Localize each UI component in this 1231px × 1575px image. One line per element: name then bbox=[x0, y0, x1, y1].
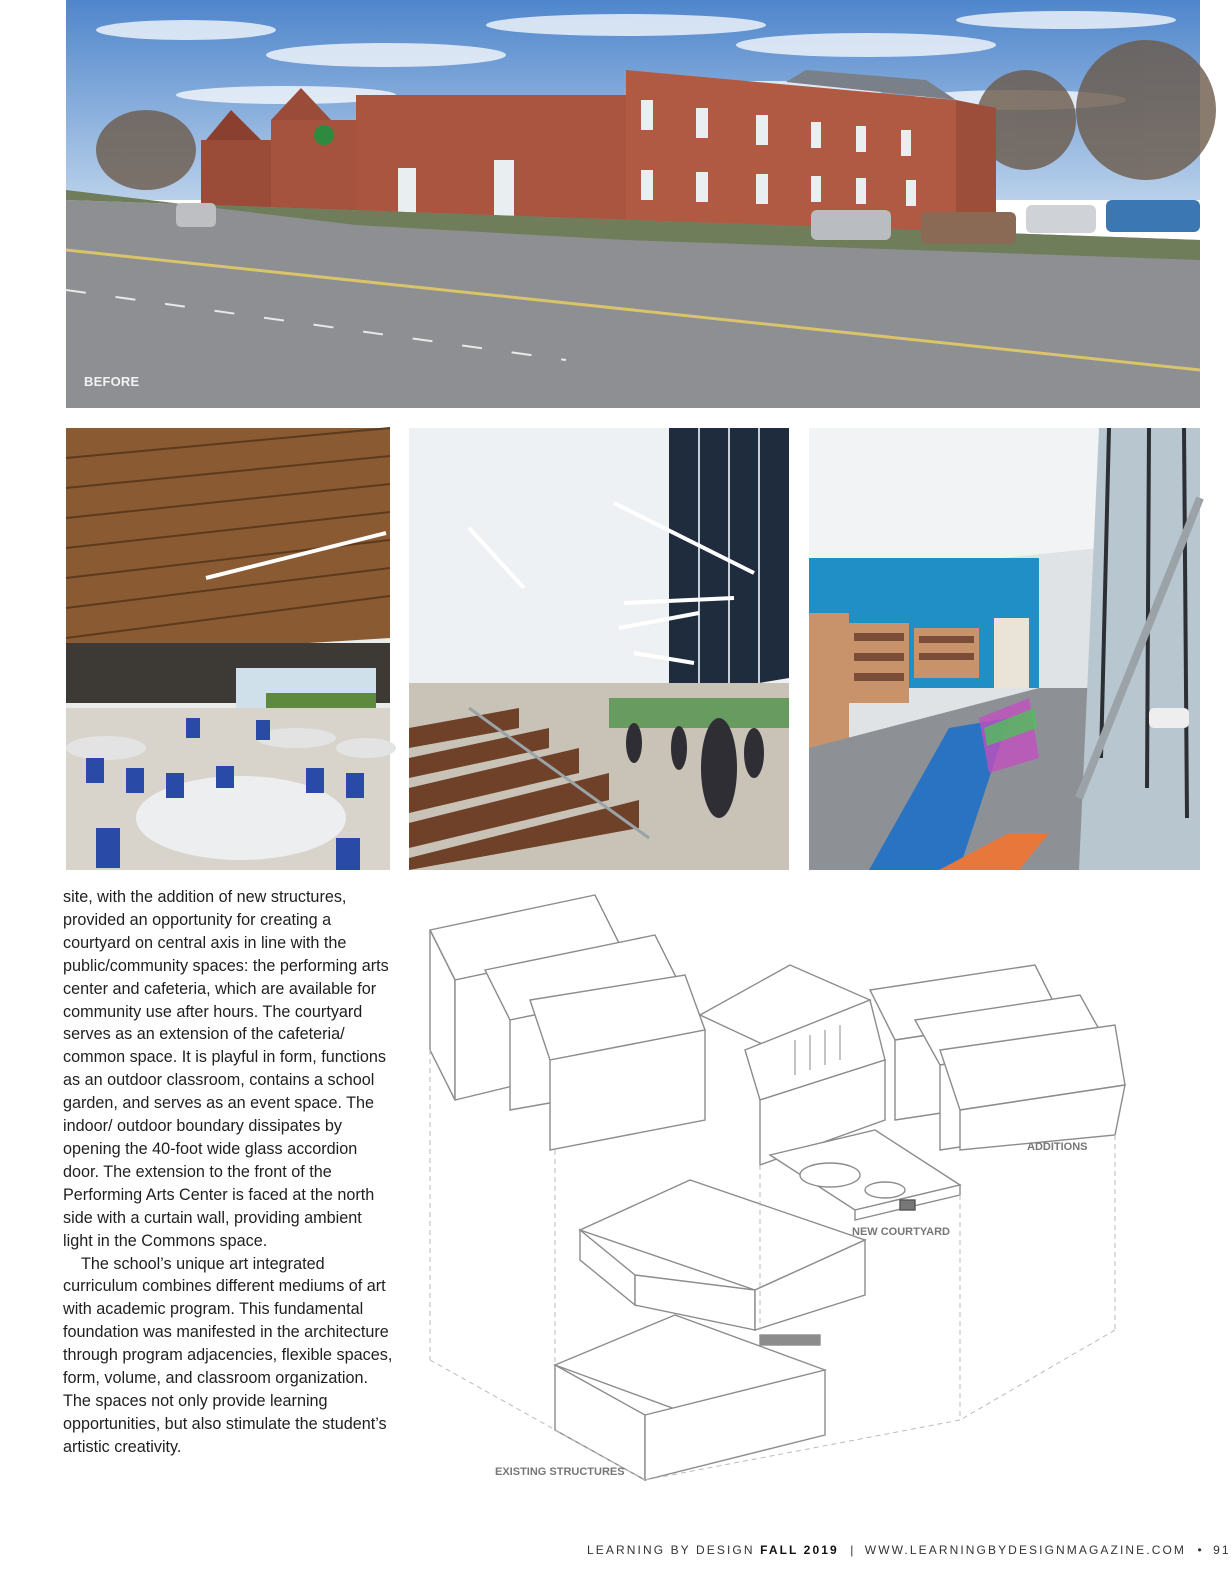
label-existing-structures: EXISTING STRUCTURES bbox=[495, 1466, 625, 1478]
axonometric-diagram bbox=[415, 890, 1145, 1490]
footer-website: WWW.LEARNINGBYDESIGNMAGAZINE.COM bbox=[864, 1543, 1186, 1557]
article-body bbox=[63, 886, 393, 1459]
photo-cafeteria bbox=[66, 428, 390, 870]
footer-page-number: 91 bbox=[1213, 1543, 1231, 1557]
footer-separator: | bbox=[850, 1543, 854, 1557]
hero-photo-before bbox=[66, 0, 1200, 408]
paragraph-2: The school’s unique art integrated curriculum combines different mediums of art with academic program. This fundamental foundation was manifested in the architecture through program adjacencies, flexible spaces, form, volume, and classroom organization. The spaces not only provide learning opportunities, but also stimulate the student’s artistic creativity. bbox=[63, 1254, 393, 1456]
label-new-courtyard: NEW COURTYARD bbox=[852, 1226, 950, 1238]
footer-publication: LEARNING BY DESIGN bbox=[587, 1543, 755, 1557]
photo-commons bbox=[409, 428, 789, 870]
before-caption: BEFORE bbox=[84, 374, 140, 389]
footer-bullet: • bbox=[1197, 1543, 1202, 1557]
paragraph-1: site, with the addition of new structures, provided an opportunity for creating a courtyard on central axis in line with the public/community spaces: the performing arts center and cafeteria, which are available for community use after hours. The courtyard serves as an extension of the cafeteria/ common space. It is playful in form, functions as an outdoor classroom, contains a school garden, and serves as an event space. The indoor/ outdoor boundary dissipates by opening the 40-foot wide glass accordion door. The extension to the front of the Performing Arts Center is faced at the north side with a curtain wall, providing ambient light in the Commons space. bbox=[63, 888, 389, 1250]
footer-issue: FALL 2019 bbox=[760, 1543, 839, 1557]
page-footer bbox=[587, 1543, 1231, 1557]
photo-library bbox=[809, 428, 1200, 870]
label-additions: ADDITIONS bbox=[1027, 1141, 1088, 1153]
